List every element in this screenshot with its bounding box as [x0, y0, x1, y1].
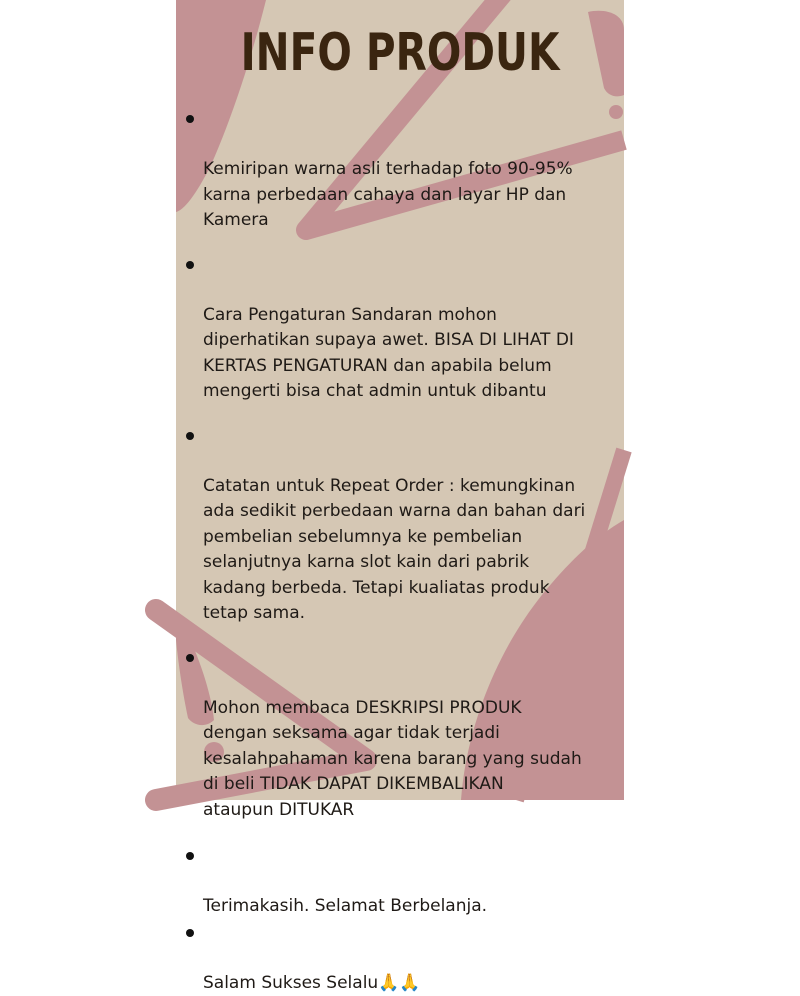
- bullet-icon: [186, 261, 194, 269]
- list-item: [186, 920, 616, 996]
- bullet-icon: [186, 432, 194, 440]
- list-item: [186, 106, 616, 234]
- list-item-text: Catatan untuk Repeat Order : kemungkinan ada sedikit perbedaan warna dan bahan dari pembelian sebelumnya ke pembelian selanjutnya karna slot kain dari pabrik kadang berbeda. Tetapi kualiatas produk tetap sama.: [203, 476, 585, 624]
- bullet-icon: [186, 929, 194, 937]
- bullet-icon: [186, 115, 194, 123]
- bullet-icon: [186, 852, 194, 860]
- list-item: [186, 645, 616, 824]
- list-item-text: Mohon membaca DESKRIPSI PRODUK dengan seksama agar tidak terjadi kesalahpahaman karena barang yang sudah di beli TIDAK DAPAT DIKEMBALIKAN ataupun DITUKAR: [203, 698, 582, 820]
- bullet-icon: [186, 654, 194, 662]
- list-item: [186, 423, 616, 627]
- list-item-text: Salam Sukses Selalu🙏🙏: [203, 973, 421, 993]
- list-item-text: Cara Pengaturan Sandaran mohon diperhatikan supaya awet. BISA DI LIHAT DI KERTAS PENGATURAN dan apabila belum mengerti bisa chat admin untuk dibantu: [203, 305, 574, 402]
- info-list: [186, 106, 616, 996]
- list-item-text: Kemiripan warna asli terhadap foto 90-95% karna perbedaan cahaya dan layar HP dan Kamera: [203, 159, 573, 230]
- list-item: [186, 843, 616, 920]
- list-item-text: Terimakasih. Selamat Berbelanja.: [203, 896, 487, 916]
- list-item: [186, 252, 616, 405]
- exclamation-mark-icon-top: [588, 11, 624, 119]
- page-title: INFO PRODUK: [225, 18, 574, 88]
- info-poster: [176, 0, 624, 800]
